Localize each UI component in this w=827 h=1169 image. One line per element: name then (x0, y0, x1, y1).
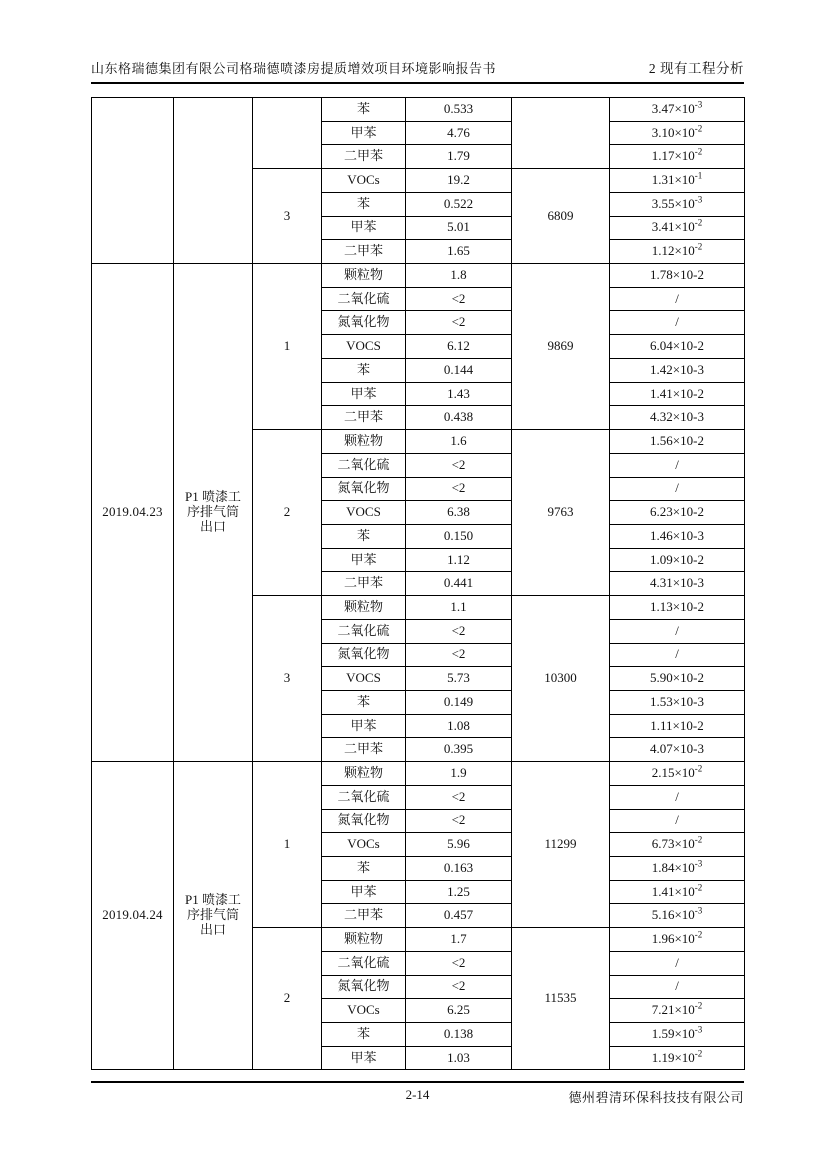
concentration-cell: 5.96 (406, 833, 512, 857)
emission-rate-cell: $3.55\times 10^{-3}$ (610, 192, 745, 216)
pollutant-cell: 苯 (322, 1023, 406, 1047)
flow-rate-cell: 11535 (512, 928, 610, 1070)
emission-rate-cell: 4.32×10-3 (610, 406, 745, 430)
pollutant-cell: 甲苯 (322, 880, 406, 904)
emission-source-cell (174, 98, 253, 264)
emission-rate-cell: $1.12\times 10^{-2}$ (610, 240, 745, 264)
concentration-cell: 0.138 (406, 1023, 512, 1047)
concentration-cell: 1.43 (406, 382, 512, 406)
pollutant-cell: 苯 (322, 358, 406, 382)
table-row (92, 264, 745, 288)
pollutant-cell: 甲苯 (322, 548, 406, 572)
emission-rate-cell: / (610, 809, 745, 833)
emission-rate-cell: 4.07×10-3 (610, 738, 745, 762)
concentration-cell: 0.150 (406, 524, 512, 548)
concentration-cell: <2 (406, 477, 512, 501)
emission-rate-cell: $3.47\times 10^{-3}$ (610, 98, 745, 122)
concentration-cell: 1.8 (406, 264, 512, 288)
pollutant-cell: 氮氧化物 (322, 809, 406, 833)
concentration-cell: 0.438 (406, 406, 512, 430)
pollutant-cell: 苯 (322, 524, 406, 548)
rate-exponent: -3 (694, 99, 703, 110)
pollutant-cell: 颗粒物 (322, 762, 406, 786)
emission-rate-cell: 1.56×10-2 (610, 430, 745, 454)
emission-rate-cell: 1.78×10-2 (610, 264, 745, 288)
emission-rate-cell: $1.96\times 10^{-2}$ (610, 928, 745, 952)
emission-rate-cell: / (610, 287, 745, 311)
concentration-cell: 4.76 (406, 121, 512, 145)
pollutant-cell: 苯 (322, 857, 406, 881)
emission-rate-cell: 4.31×10-3 (610, 572, 745, 596)
emission-rate-cell: $3.41\times 10^{-2}$ (610, 216, 745, 240)
header-title: 山东格瑞德集团有限公司格瑞德喷漆房提质增效项目环境影响报告书 (91, 61, 497, 76)
pollutant-cell: 二甲苯 (322, 904, 406, 928)
flow-rate-cell: 10300 (512, 596, 610, 762)
pollutant-cell: 二甲苯 (322, 240, 406, 264)
sample-number-cell: 1 (253, 762, 322, 928)
emission-rate-cell: / (610, 951, 745, 975)
emission-rate-cell: $1.84\times 10^{-3}$ (610, 857, 745, 881)
date-cell (92, 98, 174, 264)
emission-rate-cell: $5.16\times 10^{-3}$ (610, 904, 745, 928)
flow-rate-cell: 9763 (512, 430, 610, 596)
emission-rate-cell: 1.53×10-3 (610, 690, 745, 714)
header-chapter: 2 现有工程分析 (648, 61, 744, 76)
flow-rate-cell: 11299 (512, 762, 610, 928)
rate-exponent: -2 (694, 241, 703, 252)
pollutant-cell: 二甲苯 (322, 145, 406, 169)
concentration-cell: 0.441 (406, 572, 512, 596)
emission-rate-cell: $1.31\times 10^{-1}$ (610, 169, 745, 193)
concentration-cell: <2 (406, 951, 512, 975)
sample-number-cell: 2 (253, 430, 322, 596)
emission-rate-cell: 1.09×10-2 (610, 548, 745, 572)
concentration-cell: 1.65 (406, 240, 512, 264)
pollutant-cell: 氮氧化物 (322, 477, 406, 501)
pollutant-cell: 二甲苯 (322, 738, 406, 762)
flow-rate-cell: 6809 (512, 169, 610, 264)
concentration-cell: 0.533 (406, 98, 512, 122)
emission-rate-cell: 6.23×10-2 (610, 501, 745, 525)
emission-rate-cell: 6.04×10-2 (610, 335, 745, 359)
pollutant-cell: VOCs (322, 999, 406, 1023)
pollutant-cell: VOCs (322, 169, 406, 193)
emission-rate-cell: 1.11×10-2 (610, 714, 745, 738)
pollutant-cell: 二氧化硫 (322, 785, 406, 809)
rate-exponent: -2 (694, 1048, 703, 1059)
concentration-cell: 5.01 (406, 216, 512, 240)
pollutant-cell: 甲苯 (322, 714, 406, 738)
pollutant-cell: 颗粒物 (322, 430, 406, 454)
pollutant-cell: 二甲苯 (322, 572, 406, 596)
rate-exponent: -3 (694, 906, 703, 916)
sample-number-cell (253, 98, 322, 169)
table-body (92, 98, 745, 1070)
emission-rate-cell: / (610, 975, 745, 999)
concentration-cell: 1.9 (406, 762, 512, 786)
page-header (91, 57, 744, 84)
rate-exponent: -3 (694, 858, 703, 869)
concentration-cell: <2 (406, 619, 512, 643)
emission-rate-cell: 1.42×10-3 (610, 358, 745, 382)
pollutant-cell: VOCS (322, 501, 406, 525)
date-cell: 2019.04.23 (92, 264, 174, 762)
rate-exponent: -2 (694, 929, 703, 940)
concentration-cell: 1.79 (406, 145, 512, 169)
rate-exponent: -2 (694, 834, 703, 845)
emission-rate-cell: 1.41×10-2 (610, 382, 745, 406)
emission-rate-cell: $3.10\times 10^{-2}$ (610, 121, 745, 145)
pollutant-cell: 甲苯 (322, 382, 406, 406)
concentration-cell: <2 (406, 809, 512, 833)
pollutant-cell: 二甲苯 (322, 406, 406, 430)
emission-source-cell: P1 喷漆工 序排气筒 出口 (174, 762, 253, 1070)
concentration-cell: 1.03 (406, 1046, 512, 1070)
concentration-cell: 0.457 (406, 904, 512, 928)
concentration-cell: 1.6 (406, 430, 512, 454)
concentration-cell: <2 (406, 453, 512, 477)
page-number: 2-14 (405, 1087, 430, 1102)
emission-source-cell: P1 喷漆工 序排气筒 出口 (174, 264, 253, 762)
rate-exponent: -2 (694, 218, 703, 229)
emission-rate-cell: 1.46×10-3 (610, 524, 745, 548)
rate-exponent: -1 (694, 170, 703, 181)
concentration-cell: 0.522 (406, 192, 512, 216)
pollutant-cell: 甲苯 (322, 121, 406, 145)
rate-exponent: -2 (694, 147, 703, 157)
pollutant-cell: VOCS (322, 667, 406, 691)
concentration-cell: 0.149 (406, 690, 512, 714)
concentration-cell: 1.25 (406, 880, 512, 904)
concentration-cell: <2 (406, 311, 512, 335)
pollutant-cell: 苯 (322, 690, 406, 714)
date-cell: 2019.04.24 (92, 762, 174, 1070)
emission-rate-cell: $7.21\times 10^{-2}$ (610, 999, 745, 1023)
concentration-cell: 6.25 (406, 999, 512, 1023)
sample-number-cell: 2 (253, 928, 322, 1070)
rate-exponent: -2 (694, 882, 703, 893)
rate-exponent: -3 (694, 194, 703, 205)
concentration-cell: 0.395 (406, 738, 512, 762)
table-row (92, 98, 745, 122)
rate-exponent: -2 (694, 1000, 703, 1011)
sample-number-cell: 3 (253, 169, 322, 264)
concentration-cell: 0.144 (406, 358, 512, 382)
sample-number-cell: 1 (253, 264, 322, 430)
pollutant-cell: 氮氧化物 (322, 975, 406, 999)
concentration-cell: <2 (406, 975, 512, 999)
concentration-cell: <2 (406, 785, 512, 809)
pollutant-cell: 颗粒物 (322, 928, 406, 952)
emission-rate-cell: / (610, 619, 745, 643)
pollutant-cell: 二氧化硫 (322, 287, 406, 311)
pollutant-cell: 氮氧化物 (322, 643, 406, 667)
emission-rate-cell: / (610, 311, 745, 335)
emission-rate-cell: / (610, 477, 745, 501)
concentration-cell: 19.2 (406, 169, 512, 193)
concentration-cell: 1.12 (406, 548, 512, 572)
emission-rate-cell: 1.13×10-2 (610, 596, 745, 620)
pollutant-cell: VOCs (322, 833, 406, 857)
emission-rate-cell: / (610, 785, 745, 809)
concentration-cell: 0.163 (406, 857, 512, 881)
concentration-cell: <2 (406, 287, 512, 311)
pollutant-cell: 甲苯 (322, 216, 406, 240)
concentration-cell: 1.08 (406, 714, 512, 738)
pollutant-cell: 氮氧化物 (322, 311, 406, 335)
emission-rate-cell: $1.19\times 10^{-2}$ (610, 1046, 745, 1070)
rate-exponent: -2 (694, 123, 703, 134)
pollutant-cell: 颗粒物 (322, 264, 406, 288)
pollutant-cell: 二氧化硫 (322, 951, 406, 975)
concentration-cell: 6.12 (406, 335, 512, 359)
emission-rate-cell: 5.90×10-2 (610, 667, 745, 691)
pollutant-cell: 苯 (322, 192, 406, 216)
flow-rate-cell: 9869 (512, 264, 610, 430)
concentration-cell: 5.73 (406, 667, 512, 691)
flow-rate-cell (512, 98, 610, 169)
rate-exponent: -3 (694, 1024, 703, 1035)
pollutant-cell: 苯 (322, 98, 406, 122)
emission-rate-cell: $6.73\times 10^{-2}$ (610, 833, 745, 857)
footer-company: 德州碧清环保科技技有限公司 (568, 1090, 744, 1105)
emission-rate-cell: $1.59\times 10^{-3}$ (610, 1023, 745, 1047)
rate-exponent: -2 (694, 763, 703, 774)
emission-rate-cell: $1.41\times 10^{-2}$ (610, 880, 745, 904)
sample-number-cell: 3 (253, 596, 322, 762)
concentration-cell: 6.38 (406, 501, 512, 525)
pollutant-cell: VOCS (322, 335, 406, 359)
emission-rate-cell: / (610, 643, 745, 667)
emission-rate-cell: / (610, 453, 745, 477)
emission-rate-cell: $1.17\times 10^{-2}$ (610, 145, 745, 169)
concentration-cell: <2 (406, 643, 512, 667)
pollutant-cell: 颗粒物 (322, 596, 406, 620)
pollutant-cell: 二氧化硫 (322, 453, 406, 477)
pollutant-cell: 二氧化硫 (322, 619, 406, 643)
concentration-cell: 1.1 (406, 596, 512, 620)
monitoring-data-table (91, 97, 745, 1070)
pollutant-cell: 甲苯 (322, 1046, 406, 1070)
emission-rate-cell: $2.15\times 10^{-2}$ (610, 762, 745, 786)
table-row (92, 762, 745, 786)
page-footer (91, 1081, 744, 1109)
concentration-cell: 1.7 (406, 928, 512, 952)
